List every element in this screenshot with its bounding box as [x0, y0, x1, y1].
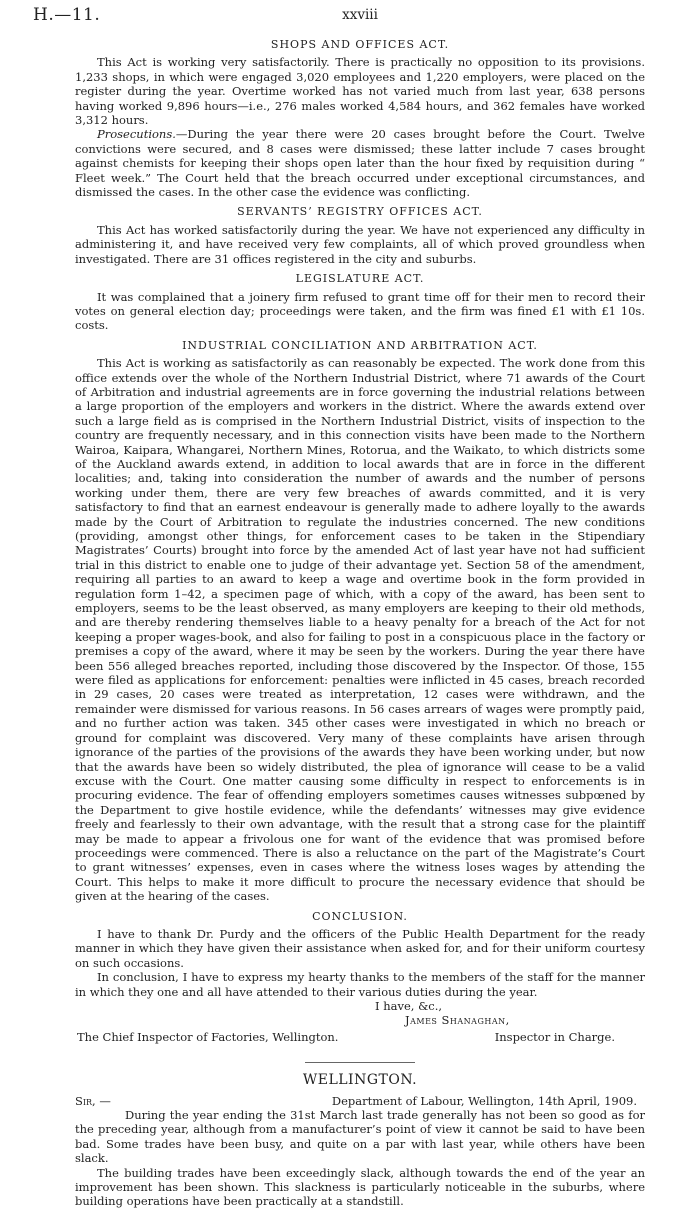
salutation-row: [75, 1094, 645, 1108]
dateline: Department of Labour, Wellington, 14th April, 1909.: [331, 1093, 637, 1108]
section-heading-servants: SERVANTS’ REGISTRY OFFICES ACT.: [237, 205, 483, 219]
section-heading-industrial: INDUSTRIAL CONCILIATION AND ARBITRATION ACT.: [182, 338, 538, 352]
paragraph: The building trades have been exceedingly slack, although towards the end of the year an improvement has been shown. This slackness is particularly noticeable in the suburbs, where building operations have been practically at a standstill.: [75, 1165, 645, 1209]
prosecutions-text: —During the year there were 20 cases brought before the Court. Twelve convictions were secured, and 8 cases were dismissed; these latter include 7 cases brought against chemists for keeping their shops open later than the hour fixed by requisition during “ Fleet week.” The Court held that the breach occurred under exceptional circumstances, and dismissed the cases. In the other case the evidence was conflicting.: [75, 127, 645, 200]
section-heading-shops: SHOPS AND OFFICES ACT.: [270, 38, 450, 51]
paragraph: This Act is working very satisfactorily. There is practically no opposition to its provisions. 1,233 shops, in which were engaged 3,020 employees and 1,220 employers, were placed on the register during the year. Overtime worked has not varied much from last year, 638 persons having worked 9,896 hours—i.e., 276 males worked 4,584 hours, and 362 females have worked 3,312 hours.: [75, 55, 645, 128]
paragraph: It was complained that a joinery firm refused to grant time off for their men to record their votes on general election day; proceedings were taken, and the firm was fined £1 with £1 10s. costs.: [75, 289, 645, 333]
signatory-title: Inspector in Charge.: [494, 1029, 615, 1044]
paragraph: During the year ending the 31st March last trade generally has not been so good as for the preceding year, although from a manufacturer’s point of view it cannot be said to have been bad. Some trades have been busy, and quite on a par with last year, while others have been slack.: [75, 1108, 645, 1166]
closing-line: I have, &c.,: [375, 999, 443, 1013]
paragraph-prosecutions: [75, 127, 645, 199]
signature-row: [75, 1030, 645, 1044]
paragraph: This Act is working as satisfactorily as can reasonably be expected. The work done from this office extends over the whole of the Northern Industrial District, where 71 awards of the Court of Arbitration and industrial agreements are in force governing the industrial relations between a large proportion of the employers and workers in the district. Where the awards extend over such a large field as is comprised in the Northern Industrial District, visits of inspection to the country are frequently necessary, and in this connection visits have been made to the Northern Wairoa, Kaipara, Whangarei, Northern Mines, Rotorua, and the Waikato, to which districts some of the Auckland awards extend, in addition to local awards that are in force in the different localities; and, taking into consideration the number of awards and the number of persons working under them, there are very few breaches of awards committed, and it is very satisfactory to find that an earnest endeavour is generally made to adhere loyally to the awards made by the Court of Arbitration to regulate the industries concerned. The new conditions (providing, amongst other things, for enforcement cases to be taken in the Stipendiary Magistrates’ Courts) brought into force by the amended Act of last year have not had sufficient trial in this district to enable one to judge of their advantage yet. Section 58 of the amendment, requiring all parties to an award to keep a wage and overtime book in the form provided in regulation form 1–42, a specimen page of which, with a copy of the award, has been sent to employers, seems to be the least observed, as many employers are keeping to their old methods, and are thereby rendering themselves liable to a heavy penalty for a breach of the Act for not keeping a proper wages-book, and also for failing to post in a conspicuous place in the factory or premises a copy of the award, where it may be seen by the workers. During the year there have been 556 alleged breaches reported, including those discovered by the Inspector. Of those, 155 were filed as applications for enforcement: penalties were inflicted in 45 cases, breach recorded in 29 cases, 20 cases were treated as interpretation, 12 cases were withdrawn, and the remainder were dismissed for various reasons. In 56 cases arrears of wages were promptly paid, and no further action was taken. 345 other cases were investigated in which no breach or ground for complaint was discovered. Very many of these complaints have arisen through ignorance of the parties of the provisions of the awards they have been working under, but now that the awards have been so widely distributed, the plea of ignorance will cease to be a valid excuse with the Court. One matter causing some difficulty in respect to enforcements is in procuring evidence. The fear of offending employers sometimes causes witnesses subpœned by the Department to give hostile evidence, while the defendants’ witnesses may give evidence freely and fearlessly to their own advantage, with the result that a strong case for the plaintiff may be made to appear a frivolous one for want of the evidence that was promised before proceedings were commenced. There is also a reluctance on the part of the Magistrate’s Court to grant witnesses’ expenses, even in cases where the witness loses wages by attending the Court. This helps to make it more difficult to procure the necessary evidence that should be given at the hearing of the cases.: [75, 356, 645, 904]
paragraph: This Act has worked satisfactorily during the year. We have not experienced any difficulty in administering it, and have received very few complaints, all of which proved groundless when investigated. There are 31 offices registered in the city and suburbs.: [75, 222, 645, 266]
prosecutions-label: Prosecutions.: [97, 127, 176, 142]
section-divider: [305, 1062, 415, 1063]
paragraph: I have to thank Dr. Purdy and the officers of the Public Health Department for the ready manner in which they have given their assistance when asked for, and for their uniform courtesy on such occasions.: [75, 926, 645, 970]
section-heading-wellington: WELLINGTON.: [302, 1072, 418, 1089]
signature-name: James Shanaghan,: [405, 1013, 510, 1028]
salutation: Sir, —: [75, 1093, 111, 1108]
signoff-block: [75, 999, 645, 1044]
section-heading-legislature: LEGISLATURE ACT.: [295, 272, 425, 286]
paragraph: In conclusion, I have to express my hearty thanks to the members of the staff for the manner in which they one and all have attended to their various duties during the year.: [75, 970, 645, 999]
page-header: [33, 4, 645, 32]
report-code: H.—11.: [33, 5, 101, 25]
addressee: The Chief Inspector of Factories, Wellington.: [77, 1029, 339, 1044]
section-heading-conclusion: CONCLUSION.: [312, 909, 408, 923]
page-number: xxviii: [342, 7, 378, 23]
